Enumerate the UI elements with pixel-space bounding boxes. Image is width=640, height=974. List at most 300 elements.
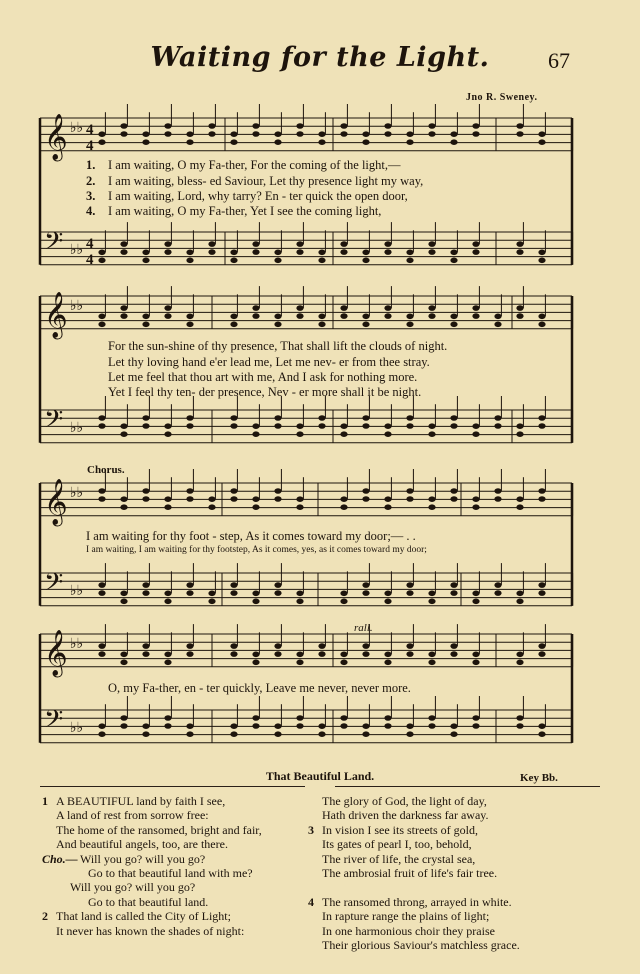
note-head	[164, 431, 171, 437]
note-head	[450, 723, 457, 729]
note-head	[384, 715, 391, 721]
note-head	[428, 431, 435, 437]
note-head	[516, 241, 523, 247]
verse-text: I am waiting, O my Fa-ther, Yet I see the coming light,	[108, 204, 382, 218]
note-head	[318, 723, 325, 729]
chorus-label: Chorus.	[87, 464, 125, 476]
note-head	[186, 258, 193, 264]
note-head	[472, 431, 479, 437]
page-number: 67	[548, 48, 570, 73]
note-head	[340, 123, 347, 129]
note-head	[340, 591, 347, 597]
note-head	[538, 314, 545, 320]
note-head	[362, 496, 369, 502]
note-head	[296, 249, 303, 255]
note-head	[450, 423, 457, 429]
note-head	[98, 582, 105, 588]
note-head	[472, 423, 479, 429]
note-head	[538, 590, 545, 596]
note-head	[384, 249, 391, 255]
note-head	[208, 496, 215, 502]
note-head	[252, 660, 259, 666]
note-head	[428, 423, 435, 429]
verse-number: 3.	[86, 189, 96, 203]
verse-line-1	[86, 158, 401, 173]
note-head	[120, 652, 127, 658]
note-head	[384, 591, 391, 597]
note-head	[120, 660, 127, 666]
verse-line	[308, 823, 520, 837]
verse-text: Go to that beautiful land with me?	[88, 865, 253, 880]
note-head	[120, 249, 127, 255]
verse-line	[42, 909, 262, 923]
note-head	[538, 250, 545, 256]
note-head	[274, 590, 281, 596]
note-head	[516, 715, 523, 721]
verse-line	[308, 852, 520, 866]
note-head	[428, 496, 435, 502]
note-head	[120, 313, 127, 319]
note-head	[230, 322, 237, 328]
note-head	[516, 249, 523, 255]
note-head	[120, 715, 127, 721]
note-head	[406, 250, 413, 256]
note-head	[230, 496, 237, 502]
note-head	[538, 643, 545, 649]
note-head	[98, 131, 105, 137]
verse-line	[42, 823, 262, 837]
composer-credit: Jno R. Sweney.	[466, 92, 538, 103]
note-head	[120, 599, 127, 605]
note-head	[494, 322, 501, 328]
note-head	[428, 131, 435, 137]
note-head	[516, 131, 523, 137]
note-head	[164, 652, 171, 658]
note-head	[142, 590, 149, 596]
note-head	[538, 731, 545, 737]
note-head	[318, 651, 325, 657]
verse-text: Will you go? will you go?	[80, 851, 206, 866]
verse-text: In one harmonious choir they praise	[322, 923, 495, 938]
verse-number: Cho.—	[42, 851, 78, 866]
note-head	[538, 415, 545, 421]
treble-clef: 𝄞	[44, 479, 68, 525]
note-head	[120, 123, 127, 129]
verse-line-4: Yet I feel thy ten- der presence, Nev - er more shall it be night.	[108, 385, 422, 399]
note-head	[208, 504, 215, 510]
note-head	[516, 723, 523, 729]
time-signature-top: 4	[86, 122, 94, 138]
note-head	[186, 322, 193, 328]
note-head	[362, 322, 369, 328]
note-head	[516, 423, 523, 429]
note-head	[384, 123, 391, 129]
note-head	[538, 496, 545, 502]
note-head	[142, 643, 149, 649]
chorus-lyric-line: I am waiting for thy foot - step, As it comes toward my door;— . .	[86, 529, 416, 543]
note-head	[318, 415, 325, 421]
note-head	[98, 423, 105, 429]
note-head	[450, 322, 457, 328]
note-head	[230, 643, 237, 649]
note-head	[428, 305, 435, 311]
note-head	[472, 241, 479, 247]
note-head	[318, 139, 325, 145]
note-head	[230, 250, 237, 256]
note-head	[340, 249, 347, 255]
verse-line	[308, 880, 520, 894]
verse-text: It never has known the shades of night:	[56, 923, 245, 938]
verse-text: In vision I see its streets of gold,	[322, 822, 478, 837]
note-head	[164, 423, 171, 429]
verse-text: A BEAUTIFUL land by faith I see,	[56, 794, 226, 808]
verse-line	[308, 895, 520, 909]
note-head	[362, 423, 369, 429]
note-head	[340, 715, 347, 721]
note-head	[472, 123, 479, 129]
note-head	[428, 313, 435, 319]
note-head	[406, 651, 413, 657]
note-head	[538, 723, 545, 729]
note-head	[538, 651, 545, 657]
note-head	[362, 258, 369, 264]
note-head	[384, 431, 391, 437]
note-head	[340, 723, 347, 729]
note-head	[142, 496, 149, 502]
note-head	[296, 599, 303, 605]
note-head	[274, 731, 281, 737]
bass-clef: 𝄢	[44, 705, 64, 740]
note-head	[296, 131, 303, 137]
hymn-title: Waiting for the Light.	[150, 42, 490, 73]
note-head	[516, 496, 523, 502]
hymn2-left-column	[42, 794, 262, 938]
verse-line	[42, 794, 262, 808]
note-head	[406, 643, 413, 649]
time-signature-bottom: 4	[86, 252, 94, 268]
note-head	[362, 590, 369, 596]
note-head	[164, 715, 171, 721]
note-head	[318, 423, 325, 429]
key-flat: ♭♭	[70, 121, 84, 136]
note-head	[362, 651, 369, 657]
note-head	[142, 314, 149, 320]
verse-number: 4	[308, 894, 314, 909]
note-head	[384, 423, 391, 429]
note-head	[208, 599, 215, 605]
note-head	[98, 415, 105, 421]
verse-number: 4.	[86, 204, 96, 218]
note-head	[274, 496, 281, 502]
note-head	[318, 258, 325, 264]
note-head	[362, 131, 369, 137]
note-head	[98, 651, 105, 657]
note-head	[208, 241, 215, 247]
note-head	[142, 731, 149, 737]
note-head	[318, 322, 325, 328]
note-head	[516, 431, 523, 437]
note-head	[362, 488, 369, 494]
note-head	[472, 305, 479, 311]
note-head	[120, 305, 127, 311]
bass-clef: 𝄢	[44, 568, 64, 603]
rall-marking: rall.	[354, 622, 373, 634]
bass-clef: 𝄢	[44, 227, 64, 262]
note-head	[142, 582, 149, 588]
note-head	[450, 651, 457, 657]
note-head	[516, 313, 523, 319]
note-head	[406, 314, 413, 320]
note-head	[120, 723, 127, 729]
note-head	[164, 241, 171, 247]
note-head	[186, 582, 193, 588]
key-flat: ♭♭	[70, 486, 84, 501]
note-head	[384, 723, 391, 729]
note-head	[296, 305, 303, 311]
note-head	[142, 723, 149, 729]
note-head	[252, 504, 259, 510]
note-head	[252, 715, 259, 721]
note-head	[142, 651, 149, 657]
note-head	[406, 488, 413, 494]
note-head	[494, 314, 501, 320]
note-head	[98, 250, 105, 256]
note-head	[252, 313, 259, 319]
note-head	[538, 582, 545, 588]
note-head	[296, 504, 303, 510]
note-head	[472, 652, 479, 658]
note-head	[340, 660, 347, 666]
verse-line	[308, 924, 520, 938]
note-head	[120, 241, 127, 247]
note-head	[230, 651, 237, 657]
note-head	[516, 660, 523, 666]
note-head	[164, 723, 171, 729]
verse-line-3	[86, 189, 408, 204]
note-head	[384, 305, 391, 311]
note-head	[538, 258, 545, 264]
note-head	[538, 423, 545, 429]
note-head	[186, 415, 193, 421]
note-head	[230, 488, 237, 494]
note-head	[274, 582, 281, 588]
hymn2-right-column	[308, 794, 520, 952]
note-head	[252, 249, 259, 255]
note-head	[362, 582, 369, 588]
note-head	[384, 131, 391, 137]
note-head	[230, 258, 237, 264]
note-head	[428, 241, 435, 247]
note-head	[98, 258, 105, 264]
key-flat: ♭♭	[70, 243, 84, 258]
note-head	[516, 504, 523, 510]
note-head	[142, 250, 149, 256]
note-head	[164, 305, 171, 311]
note-head	[516, 599, 523, 605]
note-head	[164, 249, 171, 255]
divider-rule	[335, 786, 600, 787]
chorus-lyric-line-bass: I am waiting, I am waiting for thy footstep, As it comes, yes, as it comes toward my door;	[86, 545, 427, 555]
verse-text: Its gates of pearl I, too, behold,	[322, 837, 472, 852]
note-head	[208, 591, 215, 597]
note-head	[274, 258, 281, 264]
verse-line	[308, 909, 520, 923]
note-head	[252, 123, 259, 129]
note-head	[472, 249, 479, 255]
note-head	[340, 496, 347, 502]
note-head	[428, 504, 435, 510]
note-head	[296, 652, 303, 658]
verse-line-4	[86, 204, 381, 219]
verse-number: 2	[42, 909, 48, 924]
note-head	[274, 322, 281, 328]
verse-line	[308, 938, 520, 952]
note-head	[120, 496, 127, 502]
note-head	[384, 652, 391, 658]
note-head	[252, 599, 259, 605]
key-flat: ♭♭	[70, 637, 84, 652]
verse-number: 1	[42, 794, 48, 808]
note-head	[98, 731, 105, 737]
treble-clef: 𝄞	[44, 292, 68, 338]
verse-text: A land of rest from sorrow free:	[56, 808, 209, 823]
note-head	[296, 660, 303, 666]
note-head	[362, 314, 369, 320]
key-flat: ♭♭	[70, 721, 84, 736]
note-head	[516, 652, 523, 658]
note-head	[230, 415, 237, 421]
note-head	[186, 423, 193, 429]
note-head	[340, 599, 347, 605]
verse-line	[308, 866, 520, 880]
note-head	[98, 590, 105, 596]
verse-text: The ambrosial fruit of life's fair tree.	[322, 865, 498, 880]
note-head	[98, 488, 105, 494]
note-head	[340, 423, 347, 429]
verse-number: 1.	[86, 158, 96, 172]
verse-text: The ransomed throng, arrayed in white.	[322, 894, 512, 909]
note-head	[472, 313, 479, 319]
note-head	[450, 488, 457, 494]
key-flat: ♭♭	[70, 299, 84, 314]
note-head	[450, 731, 457, 737]
note-head	[252, 241, 259, 247]
verse-text: In rapture range the plains of light;	[322, 909, 490, 924]
note-head	[164, 313, 171, 319]
note-head	[318, 131, 325, 137]
note-head	[516, 305, 523, 311]
verse-text: I am waiting, O my Fa-ther, For the coming of the light,—	[108, 158, 401, 172]
note-head	[340, 504, 347, 510]
note-head	[406, 582, 413, 588]
key-signature-label: Key Bb.	[520, 772, 558, 784]
note-head	[230, 139, 237, 145]
note-head	[230, 314, 237, 320]
note-head	[142, 131, 149, 137]
note-head	[120, 423, 127, 429]
note-head	[296, 313, 303, 319]
note-head	[274, 643, 281, 649]
note-head	[186, 590, 193, 596]
verse-line-1: For the sun-shine of thy presence, That shall lift the clouds of night.	[108, 339, 448, 353]
note-head	[120, 131, 127, 137]
note-head	[230, 723, 237, 729]
note-head	[406, 723, 413, 729]
note-head	[384, 241, 391, 247]
note-head	[274, 250, 281, 256]
note-head	[164, 123, 171, 129]
note-head	[428, 715, 435, 721]
note-head	[252, 131, 259, 137]
note-head	[142, 423, 149, 429]
note-head	[230, 582, 237, 588]
note-head	[340, 131, 347, 137]
verse-text: The glory of God, the light of day,	[322, 794, 487, 808]
note-head	[296, 715, 303, 721]
note-head	[252, 591, 259, 597]
note-head	[252, 305, 259, 311]
key-flat: ♭♭	[70, 421, 84, 436]
note-head	[296, 496, 303, 502]
note-head	[494, 496, 501, 502]
verse-line	[308, 837, 520, 851]
verse-line-2	[86, 174, 423, 189]
note-head	[472, 131, 479, 137]
note-head	[186, 250, 193, 256]
verse-text: That land is called the City of Light;	[56, 909, 231, 924]
note-head	[186, 723, 193, 729]
time-signature-top: 4	[86, 236, 94, 252]
note-head	[450, 250, 457, 256]
note-head	[186, 314, 193, 320]
note-head	[450, 643, 457, 649]
note-head	[406, 731, 413, 737]
note-head	[450, 496, 457, 502]
verse-text: Their glorious Saviour's matchless grace.	[322, 937, 520, 952]
note-head	[98, 322, 105, 328]
note-head	[538, 131, 545, 137]
note-head	[428, 660, 435, 666]
verse-number: 2.	[86, 174, 96, 188]
note-head	[318, 731, 325, 737]
verse-line	[308, 808, 520, 822]
note-head	[296, 123, 303, 129]
treble-clef: 𝄞	[44, 630, 68, 676]
note-head	[274, 131, 281, 137]
note-head	[252, 431, 259, 437]
verse-text: The river of life, the crystal sea,	[322, 851, 476, 866]
note-head	[164, 504, 171, 510]
key-flat: ♭♭	[70, 584, 84, 599]
note-head	[208, 123, 215, 129]
note-head	[142, 415, 149, 421]
note-head	[296, 723, 303, 729]
note-head	[428, 123, 435, 129]
note-head	[450, 314, 457, 320]
note-head	[450, 139, 457, 145]
note-head	[406, 415, 413, 421]
treble-clef: 𝄞	[44, 114, 68, 160]
verse-line	[42, 924, 262, 938]
note-head	[362, 643, 369, 649]
note-head	[186, 643, 193, 649]
note-head	[428, 249, 435, 255]
note-head	[208, 131, 215, 137]
verse-text: I am waiting, Lord, why tarry? En - ter quick the open door,	[108, 189, 408, 203]
note-head	[98, 643, 105, 649]
verse-line	[308, 794, 520, 808]
note-head	[142, 139, 149, 145]
